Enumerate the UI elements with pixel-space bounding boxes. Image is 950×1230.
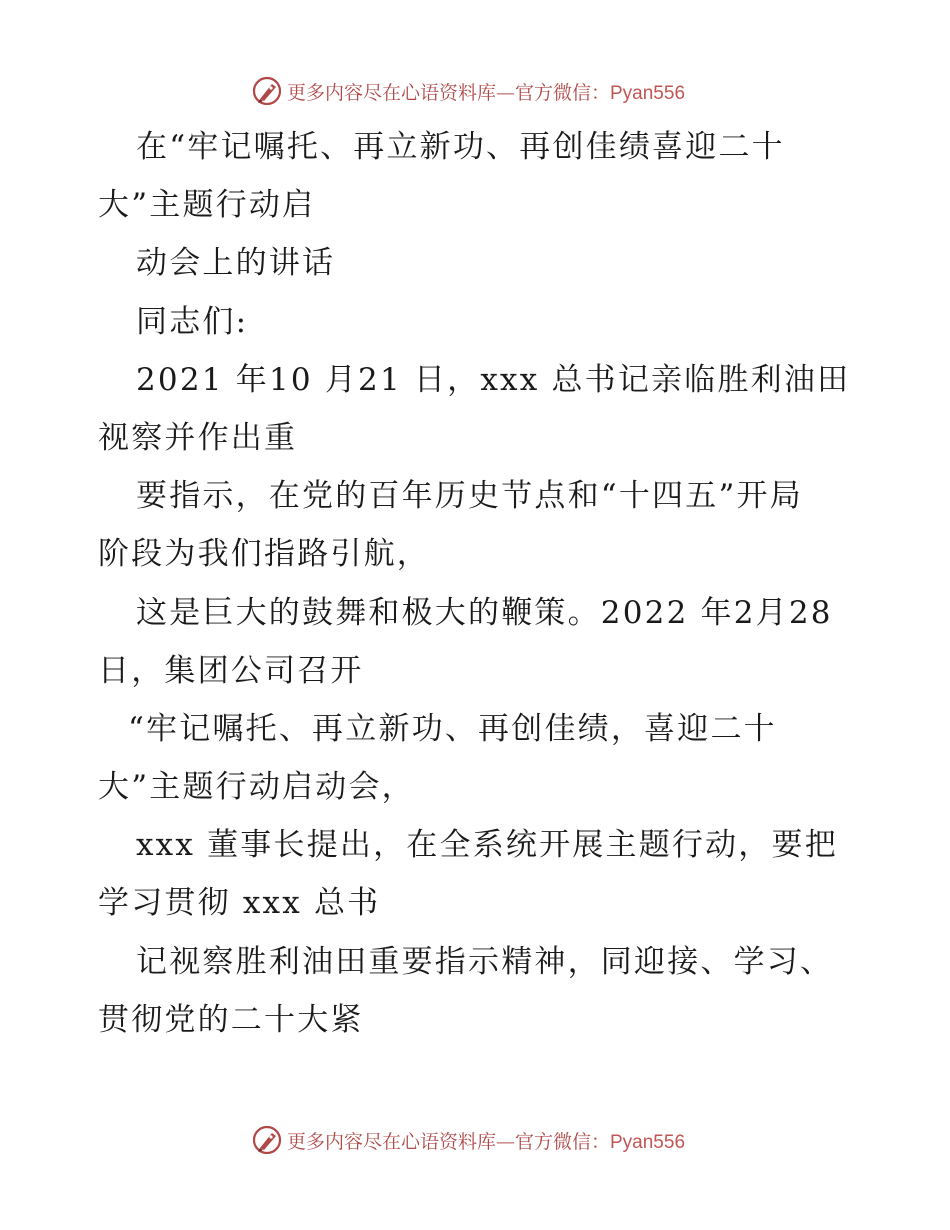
- paragraph-line: 这是巨大的鼓舞和极大的鞭策。2022 年2月28: [136, 594, 833, 631]
- banner-slogan: 更多内容尽在心语资料库: [286, 81, 496, 104]
- pen-nib-logo-icon: [251, 1124, 283, 1156]
- paragraph-line: 要指示，在党的百年历史节点和“十四五”开局: [136, 478, 803, 515]
- paragraph-line: 日，集团公司召开: [98, 652, 364, 689]
- title-line-2: 大”主题行动启: [98, 187, 316, 224]
- pen-nib-logo-icon: [251, 75, 283, 107]
- paragraph-line: “牢记嘱托、再立新功、再创佳绩，喜迎二十: [128, 710, 777, 747]
- paragraph-line: 学习贯彻 xxx 总书: [98, 885, 381, 922]
- title-line-3: 动会上的讲话: [136, 245, 336, 282]
- paragraph-line: 2021 年10 月21 日，xxx 总书记亲临胜利油田: [136, 361, 851, 398]
- banner-label: 官方微信：: [514, 1130, 610, 1153]
- document-body: [98, 118, 858, 1049]
- title-line-1: 在“牢记嘱托、再立新功、再创佳绩喜迎二十: [136, 129, 785, 165]
- banner-slogan: 更多内容尽在心语资料库: [286, 1130, 496, 1153]
- paragraph-line: 贯彻党的二十大紧: [98, 1001, 364, 1038]
- banner-account: Pyan556: [610, 1131, 686, 1153]
- paragraph-line: xxx 董事长提出，在全系统开展主题行动，要把: [136, 827, 838, 864]
- paragraph-line: 视察并作出重: [98, 419, 298, 456]
- banner-dash: —: [495, 81, 515, 104]
- paragraph-line: 记视察胜利油田重要指示精神，同迎接、学习、: [136, 943, 834, 980]
- banner-dash: —: [495, 1130, 515, 1153]
- salutation: 同志们:: [136, 303, 249, 340]
- paragraph-line: 大”主题行动启动会，: [98, 769, 415, 806]
- banner-account: Pyan556: [610, 82, 686, 104]
- footer-banner: [0, 1120, 950, 1160]
- header-banner: [0, 71, 950, 111]
- banner-label: 官方微信：: [514, 81, 610, 104]
- paragraph-line: 阶段为我们指路引航，: [98, 536, 430, 573]
